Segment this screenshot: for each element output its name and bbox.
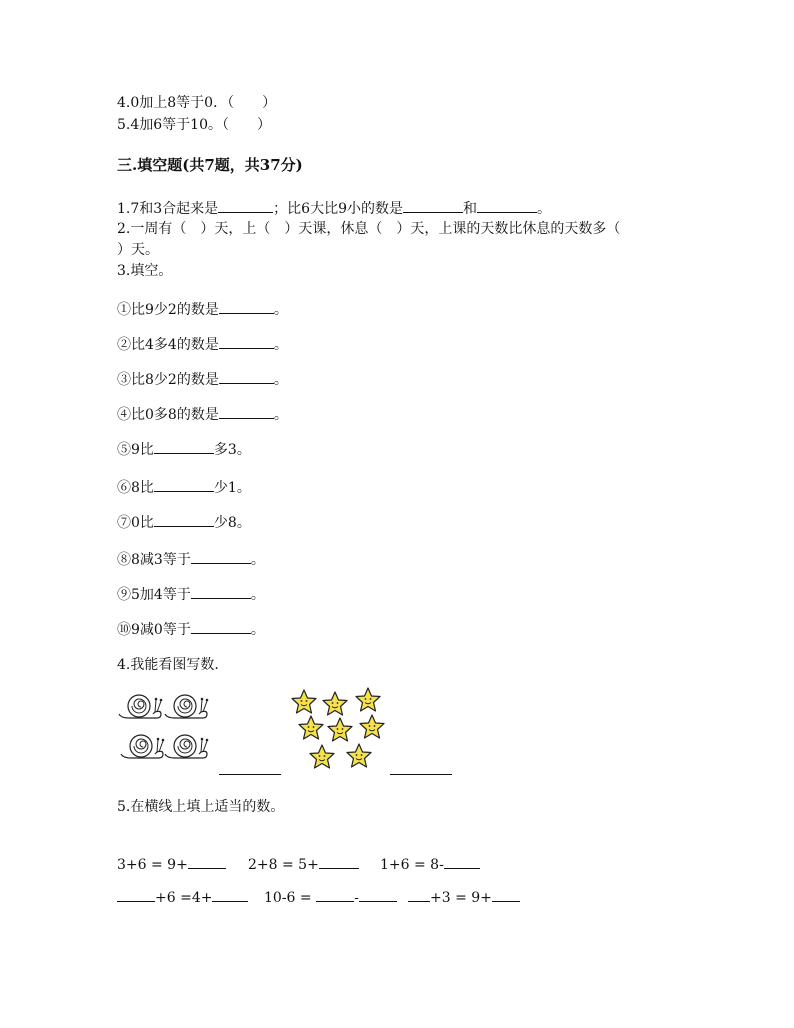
snail-icon: [165, 695, 208, 718]
question-5-title: 5.在横线上填上适当的数。: [117, 799, 285, 815]
answer-blank[interactable]: [477, 199, 537, 213]
answer-blank[interactable]: [316, 888, 354, 902]
q3-item-text: ⑥8比: [117, 480, 154, 496]
q3-item-8: [117, 550, 265, 569]
q3-item-suffix: 少8。: [213, 515, 251, 531]
answer-blank[interactable]: [218, 199, 273, 213]
q3-item-suffix: 多3。: [213, 442, 251, 458]
q3-item-text: ⑧8减3等于: [117, 552, 191, 568]
q5-equation-4: [117, 888, 248, 907]
answer-blank[interactable]: [403, 199, 463, 213]
equation-text: 1+6 = 8-: [380, 857, 444, 873]
q3-item-suffix: 少1。: [213, 480, 251, 496]
q3-item-suffix: 。: [273, 302, 288, 318]
q3-item-text: ④比0多8的数是: [117, 407, 219, 423]
judge-item-5: 5.4加6等于10。（ ）: [117, 117, 271, 133]
q1-text-d: 。: [537, 201, 551, 217]
answer-blank-stars[interactable]: [390, 774, 452, 775]
q3-item-text: ②比4多4的数是: [117, 337, 219, 353]
answer-blank[interactable]: [212, 888, 248, 902]
answer-blank[interactable]: [444, 855, 480, 869]
q3-item-text: ⑦0比: [117, 515, 154, 531]
answer-blank[interactable]: [219, 405, 274, 419]
q3-item-suffix: 。: [250, 552, 265, 568]
q5-equation-5: [264, 888, 397, 907]
answer-blank[interactable]: [219, 370, 274, 384]
q5-equation-2: [248, 855, 359, 874]
question-3-title: 3.填空。: [117, 263, 173, 279]
q3-item-3: [117, 370, 288, 389]
answer-blank[interactable]: [408, 888, 430, 902]
q3-item-suffix: 。: [273, 372, 288, 388]
q3-item-9: [117, 585, 265, 604]
q3-item-2: [117, 335, 288, 354]
q3-item-suffix: 。: [250, 622, 265, 638]
answer-blank[interactable]: [154, 440, 214, 454]
q3-item-text: ⑨5加4等于: [117, 587, 191, 603]
equation-text: 3+6 = 9+: [117, 857, 188, 873]
q5-equation-6: [408, 888, 520, 907]
q3-item-5: [117, 440, 251, 459]
answer-blank[interactable]: [219, 335, 274, 349]
equation-text: +6 =4+: [155, 890, 213, 906]
question-2-line-1: 2.一周有（ ）天，上（ ）天课，休息（ ）天，上课的天数比休息的天数多（: [117, 221, 621, 237]
q3-item-4: [117, 405, 288, 424]
equation-text: 10-6 =: [264, 890, 312, 906]
answer-blank[interactable]: [359, 888, 397, 902]
star-icon: [323, 692, 347, 715]
snail-icon: [121, 735, 164, 758]
question-1: [117, 199, 551, 218]
answer-blank[interactable]: [219, 300, 274, 314]
snail-icon: [119, 695, 162, 718]
equation-text: 2+8 = 5+: [248, 857, 319, 873]
snail-icon: [165, 735, 208, 758]
question-2-line-2: ）天。: [117, 242, 159, 258]
equation-text: -: [354, 890, 359, 906]
answer-blank[interactable]: [154, 478, 214, 492]
star-icon: [292, 690, 316, 713]
answer-blank[interactable]: [154, 513, 214, 527]
q3-item-6: [117, 478, 251, 497]
answer-blank[interactable]: [191, 585, 251, 599]
judge-item-4: 4.0加上8等于0．（ ）: [117, 95, 277, 111]
star-icon: [347, 744, 371, 767]
stars-picture: [289, 686, 389, 772]
q1-text-c: 和: [463, 201, 477, 217]
q5-equation-3: [380, 855, 480, 874]
star-icon: [310, 745, 334, 768]
q3-item-7: [117, 513, 251, 532]
q1-text-a: 1.7和3合起来是: [117, 201, 219, 217]
q1-text-b: ；比6大比9小的数是: [273, 201, 403, 217]
star-icon: [328, 718, 352, 741]
q3-item-text: ⑤9比: [117, 442, 154, 458]
star-icon: [356, 688, 380, 711]
section-title: 三.填空题(共7题，共37分): [117, 156, 303, 174]
answer-blank[interactable]: [117, 888, 155, 902]
q3-item-suffix: 。: [273, 407, 288, 423]
star-icon: [299, 716, 323, 739]
answer-blank[interactable]: [319, 855, 359, 869]
q3-item-suffix: 。: [273, 337, 288, 353]
answer-blank[interactable]: [191, 620, 251, 634]
star-icon: [360, 715, 384, 738]
q3-item-text: ③比8少2的数是: [117, 372, 219, 388]
answer-blank[interactable]: [492, 888, 520, 902]
question-4-title: 4.我能看图写数.: [117, 657, 219, 673]
snails-picture: [117, 690, 209, 770]
q3-item-10: [117, 620, 265, 639]
answer-blank[interactable]: [191, 550, 251, 564]
equation-text: +3 = 9+: [430, 890, 492, 906]
answer-blank[interactable]: [188, 855, 226, 869]
q3-item-suffix: 。: [250, 587, 265, 603]
q3-item-text: ⑩9减0等于: [117, 622, 191, 638]
q3-item-1: [117, 300, 288, 319]
answer-blank-snails[interactable]: [219, 774, 281, 775]
q3-item-text: ①比9少2的数是: [117, 302, 219, 318]
q5-equation-1: [117, 855, 226, 874]
